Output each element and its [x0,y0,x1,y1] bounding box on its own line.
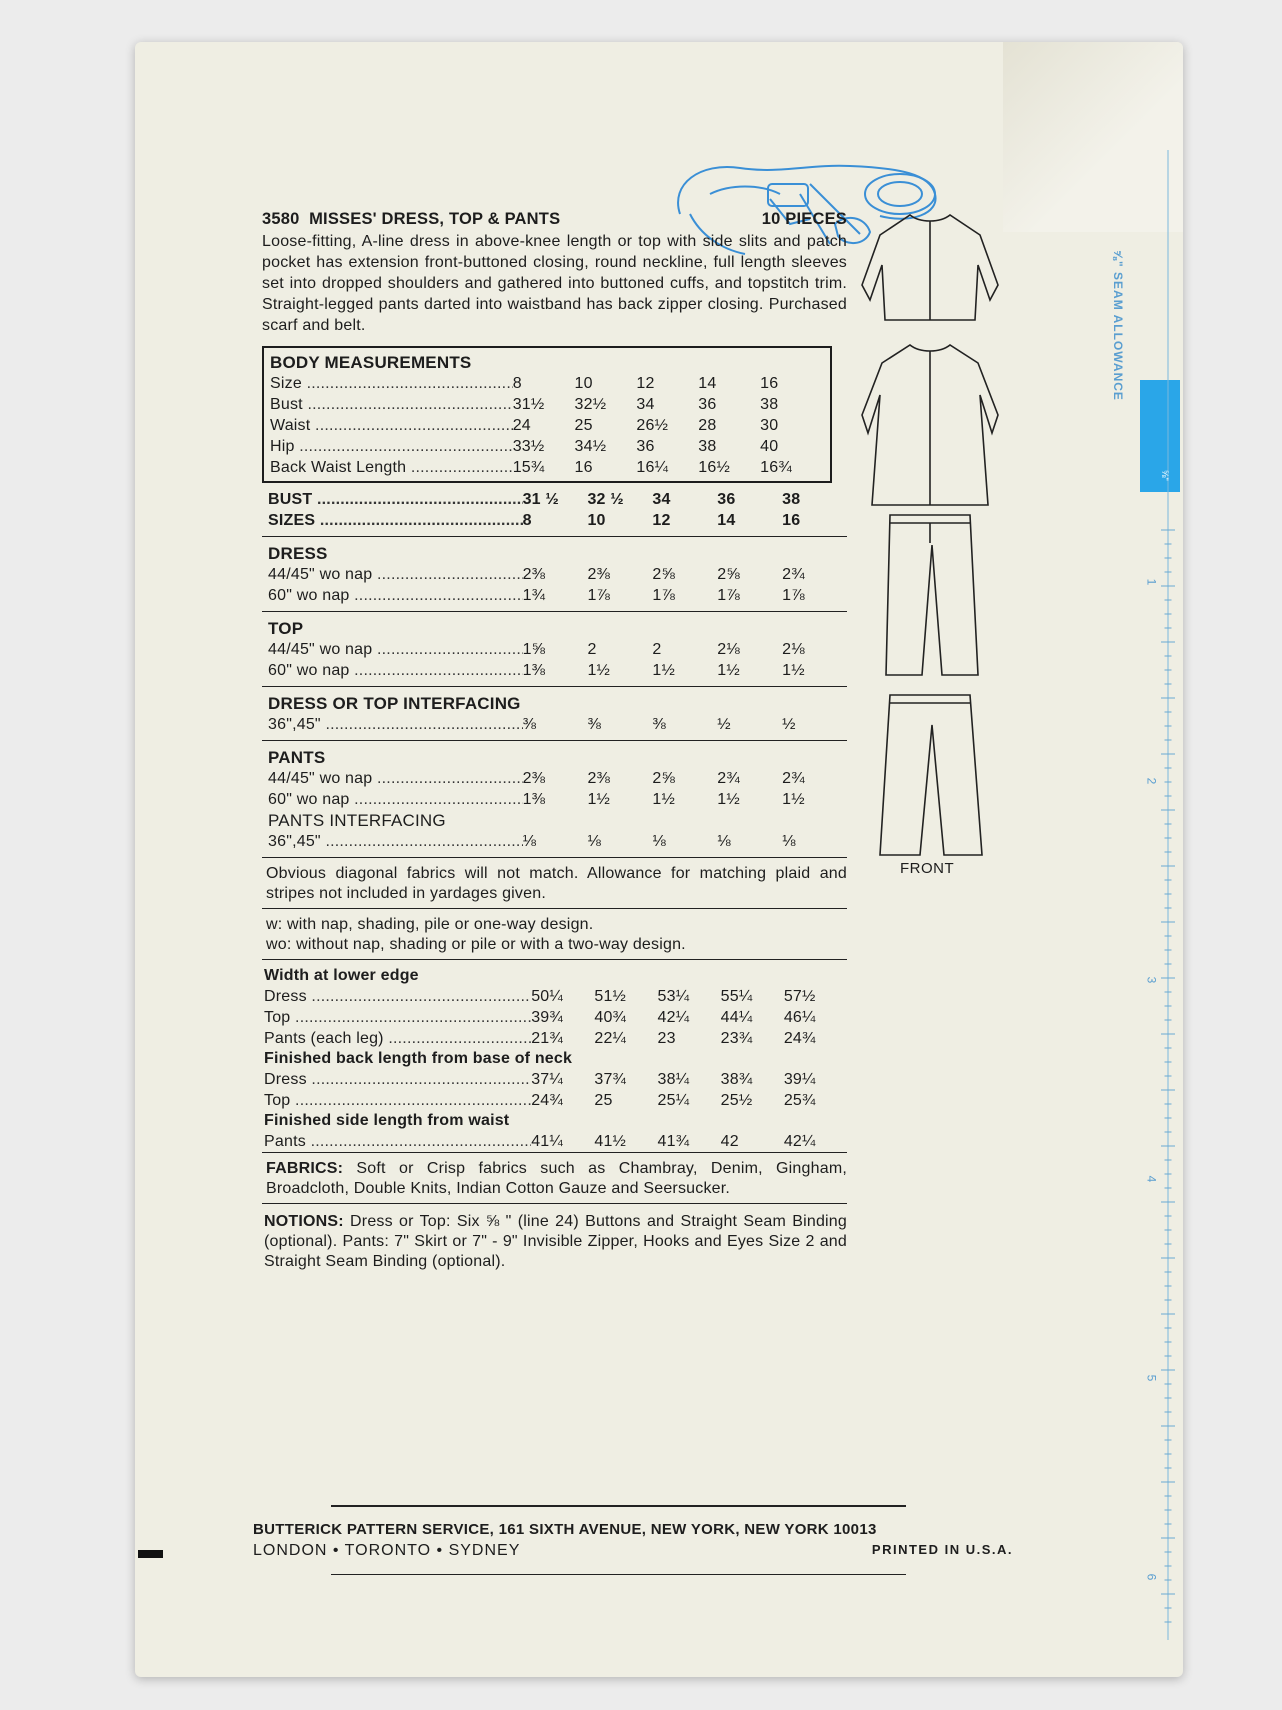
yardage-table [262,537,847,858]
body-measurements-title: BODY MEASUREMENTS [270,353,472,372]
city-toronto: TORONTO [344,1541,432,1559]
row-value: 25¾ [783,1092,816,1109]
yardage-section-title: PANTS INTERFACING [268,811,446,830]
notions-section [262,1204,847,1272]
row-value: 1⅝ [522,641,546,658]
table-row [270,436,822,457]
row-value: 38 [782,491,801,508]
row-value: 38¼ [657,1071,690,1088]
width-rows [264,986,847,1049]
table-row [264,986,847,1007]
seam-allowance-label: ⅝" SEAM ALLOWANCE [1111,250,1125,401]
pattern-number: 3580 [262,210,300,228]
row-value: 1⅜ [522,662,546,679]
row-value: 2 [587,641,597,658]
row-value: 1⅞ [717,587,740,604]
row-value: ⅛ [587,833,601,850]
publisher-address: BUTTERICK PATTERN SERVICE, 161 SIXTH AVENUE, NEW YORK, NEW YORK 10013 [253,1520,877,1538]
row-value: 2⅝ [717,566,740,583]
table-row [268,789,847,810]
row-value: 2⅜ [522,566,546,583]
row-value: 31½ [512,396,545,413]
row-value: 22¼ [594,1030,627,1047]
row-value: 41¼ [531,1133,563,1150]
body-measurements-rows [270,373,822,478]
row-value: 8 [512,375,522,392]
garment-drawings [860,205,1000,895]
row-value: 2⅝ [652,770,675,787]
row-value: 1½ [652,662,675,679]
row-label: Bust ..... [270,394,513,415]
row-value: 2¾ [782,770,805,787]
notions-label: NOTIONS: [264,1213,344,1230]
row-value: 32½ [574,396,607,413]
table-row [268,564,847,585]
footer-rule-top [331,1505,906,1507]
row-value: 2 [652,641,662,658]
row-value: 38¾ [720,1071,753,1088]
ruler-number: 5 [1144,1374,1159,1382]
pattern-title [262,210,847,229]
row-value: 1½ [587,662,611,679]
row-label: 60" wo nap ..... [268,585,523,606]
table-row [270,457,822,478]
row-value: 51½ [594,988,627,1005]
table-row [264,1007,847,1028]
row-value: 2⅝ [652,566,675,583]
row-label: 60" wo nap ..... [268,660,523,681]
row-value: 53¼ [657,988,690,1005]
row-value: 1¾ [522,587,546,604]
row-value: 15¾ [512,459,545,476]
printed-in: PRINTED IN U.S.A. [871,1541,1013,1557]
row-label: Dress ..... [264,986,531,1007]
row-label: BUST ..... [268,489,523,510]
yardage-section [262,537,847,612]
footer-cities [253,1542,1013,1560]
row-value: 1½ [717,791,740,808]
row-value: 42¼ [783,1133,816,1150]
cities-list: LONDON • TORONTO • SYDNEY [253,1541,521,1559]
row-value: 1⅞ [587,587,611,604]
row-value: 25 [594,1092,613,1109]
row-value: 25½ [720,1092,753,1109]
row-label: Back Waist Length ..... [270,457,513,478]
row-value: 25 [574,417,593,434]
row-value: ⅛ [522,833,537,850]
row-value: 36 [717,491,736,508]
width-title: Width at lower edge [264,967,419,984]
row-label: Top ..... [264,1090,531,1111]
row-value: ⅛ [782,833,796,850]
row-value: 24¾ [531,1092,563,1109]
table-row [268,831,847,852]
row-value: 24¾ [783,1030,816,1047]
row-value: ⅜ [522,716,537,733]
row-value: 2⅛ [782,641,805,658]
table-row [264,1028,847,1049]
row-value: 31 ½ [522,491,559,508]
pattern-info [262,210,847,1272]
row-label: Top ..... [264,1007,531,1028]
row-value: 2⅜ [587,770,611,787]
row-value: 42 [720,1133,739,1150]
front-label: FRONT [900,860,955,877]
city-london: LONDON [253,1541,328,1559]
row-value: 8 [522,512,532,529]
row-value: 34½ [574,438,607,455]
row-value: 36 [636,438,655,455]
row-label: Size ..... [270,373,513,394]
row-value: 57½ [783,988,816,1005]
row-label: 36",45" ..... [268,831,523,852]
envelope-footer [253,1505,1013,1575]
footer-rule-bottom [331,1574,906,1576]
nap-note-wo: wo: without nap, shading or pile or with a two-way design. [266,936,686,953]
row-label: Pants (each leg) ..... [264,1028,531,1049]
city-sydney: SYDNEY [448,1541,521,1559]
row-value: 30 [760,417,779,434]
row-value: ½ [782,716,796,733]
row-label: 36",45" ..... [268,714,523,735]
ruler-tab-mark: ⅝" [1160,470,1170,481]
row-value: 2⅛ [717,641,740,658]
back-length-title: Finished back length from base of neck [264,1050,573,1067]
table-row [264,1131,847,1152]
seam-allowance-ruler [1148,150,1188,1640]
yardage-section-title: DRESS [268,544,328,563]
table-row [268,639,847,660]
row-value: 37¼ [531,1071,563,1088]
yardage-section-title: TOP [268,619,304,638]
row-value: 1½ [782,662,805,679]
row-value: 42¼ [657,1009,690,1026]
ruler-number: 1 [1144,578,1159,586]
back-length-rows [264,1069,847,1111]
row-value: 21¾ [531,1030,563,1047]
row-value: 14 [698,375,717,392]
sizes-table [262,483,847,537]
row-value: ⅛ [652,833,666,850]
row-value: ⅜ [587,716,601,733]
row-value: 1½ [782,791,805,808]
row-value: 12 [636,375,655,392]
row-value: 37¾ [594,1071,627,1088]
row-value: 39¼ [783,1071,816,1088]
row-value: 2¾ [717,770,740,787]
row-value: 1½ [587,791,611,808]
yardage-section-title: PANTS [268,748,326,767]
table-row [268,489,847,510]
row-value: 2⅜ [587,566,611,583]
row-value: 41½ [594,1133,627,1150]
side-length-title: Finished side length from waist [264,1112,510,1129]
table-row [270,373,822,394]
row-value: 38 [760,396,779,413]
ruler-number: 4 [1144,1175,1159,1183]
nap-notes [262,909,847,960]
row-value: 16¾ [760,459,792,476]
fabrics-text: Soft or Crisp fabrics such as Chambray, Denim, Gingham, Broadcloth, Double Knits, Indian Cotton Gauze and Seersucker. [266,1160,847,1197]
pattern-name: MISSES' DRESS, TOP & PANTS [309,210,561,228]
table-row [268,714,847,735]
table-row [268,510,847,531]
ruler-number: 3 [1144,976,1159,984]
row-value: 1½ [717,662,740,679]
yardage-section [262,741,847,858]
yardage-section-title: DRESS OR TOP INTERFACING [268,694,521,713]
ruler-number: 2 [1144,777,1159,785]
row-label: SIZES ..... [268,510,523,531]
row-value: 23¾ [720,1030,753,1047]
row-value: 32 ½ [587,491,624,508]
row-value: 34 [652,491,671,508]
row-value: 16 [760,375,779,392]
table-row [268,768,847,789]
pattern-description: Loose-fitting, A-line dress in above-knee length or top with side slits and patch pocket has extension front-buttoned closing, round neckline, full length sleeves set into dropped shoulders and gathered into buttoned cuffs, and topstitch trim. Straight-legged pants darted into waistband has back zipper closing. Purchased scarf and belt. [262,233,847,334]
row-label: 44/45" wo nap ..... [268,564,523,585]
row-value: 40 [760,438,779,455]
row-value: 34 [636,396,655,413]
row-label: 44/45" wo nap ..... [268,768,523,789]
row-value: 50¼ [531,988,563,1005]
row-value: 38 [698,438,717,455]
body-measurements-box [262,346,832,483]
row-label: Hip ..... [270,436,513,457]
table-row [264,1069,847,1090]
pieces-count: 10 PIECES [761,210,847,228]
row-value: 26½ [636,417,669,434]
row-value: 2¾ [782,566,805,583]
table-row [268,585,847,606]
row-value: 36 [698,396,717,413]
finished-measurements [262,960,847,1153]
row-value: 10 [574,375,593,392]
notions-text: Dress or Top: Six ⅝ " (line 24) Buttons and Straight Seam Binding (optional). Pants: 7" Skirt or 7" - 9" Invisible Zipper, Hooks and Eyes Size 2 and Straight Seam Binding (optional). [264,1213,847,1270]
row-value: 2⅜ [522,770,546,787]
row-value: 24 [512,417,531,434]
fabrics-section [262,1153,847,1204]
matching-note: Obvious diagonal fabrics will not match. Allowance for matching plaid and stripes not included in yardages given. [262,858,847,909]
nap-note-w: w: with nap, shading, pile or one-way design. [266,916,594,933]
row-value: ⅜ [652,716,666,733]
row-value: 23 [657,1030,676,1047]
fabrics-label: FABRICS: [266,1160,344,1177]
row-value: ½ [717,716,731,733]
ruler-number: 6 [1144,1573,1159,1581]
side-length-rows [264,1131,847,1152]
row-value: 41¾ [657,1133,690,1150]
row-value: 33½ [512,438,545,455]
row-value: 28 [698,417,717,434]
row-value: 44¼ [720,1009,753,1026]
row-value: 1⅞ [652,587,675,604]
row-value: 39¾ [531,1009,563,1026]
row-label: 60" wo nap ..... [268,789,523,810]
row-value: 1⅞ [782,587,805,604]
row-value: 16 [574,459,593,476]
ink-mark [138,1550,163,1558]
table-row [270,415,822,436]
row-value: 10 [587,512,606,529]
row-value: 25¼ [657,1092,690,1109]
yardage-section [262,612,847,687]
row-value: 16½ [698,459,731,476]
row-value: 14 [717,512,736,529]
row-value: 46¼ [783,1009,816,1026]
row-value: 16¼ [636,459,669,476]
row-value: 1½ [652,791,675,808]
yardage-section [262,687,847,741]
row-value: ⅛ [717,833,731,850]
table-row [270,394,822,415]
row-value: 55¼ [720,988,753,1005]
row-value: 1⅜ [522,791,546,808]
row-value: 40¾ [594,1009,627,1026]
row-value: 12 [652,512,671,529]
row-label: 44/45" wo nap ..... [268,639,523,660]
table-row [268,660,847,681]
row-label: Pants ..... [264,1131,531,1152]
row-label: Waist ..... [270,415,513,436]
table-row [264,1090,847,1111]
row-label: Dress ..... [264,1069,531,1090]
row-value: 16 [782,512,801,529]
